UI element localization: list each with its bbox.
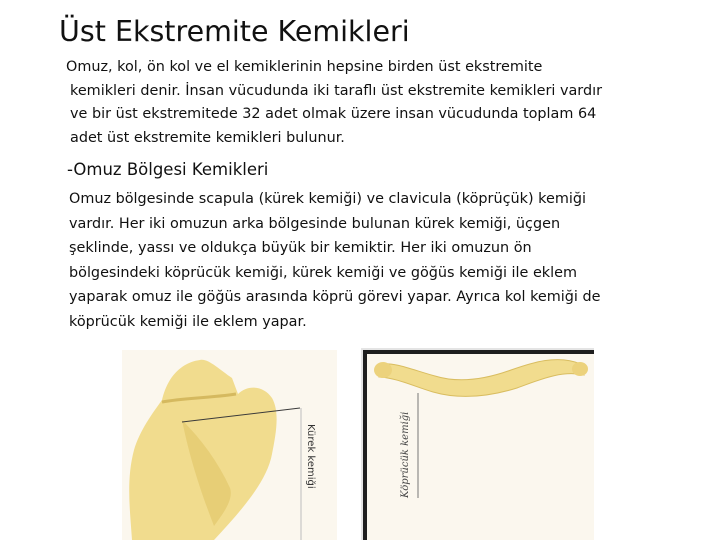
intro-line: Omuz, kol, ön kol ve el kemiklerinin hepsine birden üst ekstremite: [66, 59, 543, 75]
body-line: şeklinde, yassı ve oldukça büyük bir kemiktir. Her iki omuzun ön: [69, 240, 532, 257]
body-line: köprücük kemiği ile eklem yapar.: [69, 313, 307, 330]
intro-line: kemikleri denir. İnsan vücudunda iki taraflı üst ekstremite kemikleri vardır: [70, 82, 603, 99]
clavicle-end-lateral: [572, 362, 588, 376]
intro-line: adet üst ekstremite kemikleri bulunur.: [70, 130, 345, 147]
body-line: yaparak omuz ile göğüs arasında köprü görevi yapar. Ayrıca kol kemiği de: [69, 289, 601, 306]
clavicle-illustration: [361, 348, 594, 540]
scapula-label: Kürek kemiği: [305, 424, 316, 489]
scapula-illustration: [122, 350, 337, 540]
clavicle-label: Köprücük kemiği: [400, 411, 411, 498]
body-line: Omuz bölgesinde scapula (kürek kemiği) ve clavicula (köprüçük) kemiği: [69, 191, 586, 207]
scapula-photo: [122, 350, 337, 540]
clavicle-photo: [361, 348, 594, 540]
body-paragraph: [69, 187, 709, 335]
body-line: bölgesindeki köprücük kemiği, kürek kemiği ve göğüs kemiği ile eklem: [69, 264, 578, 281]
clavicle-end-medial: [374, 362, 392, 378]
intro-paragraph: [66, 56, 706, 151]
section-heading: -Omuz Bölgesi Kemikleri: [67, 160, 269, 179]
intro-line: ve bir üst ekstremitede 32 adet olmak üzere insan vücudunda toplam 64: [70, 106, 597, 123]
body-line: vardır. Her iki omuzun arka bölgesinde bulunan kürek kemiği, üçgen: [69, 215, 561, 232]
slide-title: Üst Ekstremite Kemikleri: [59, 15, 410, 48]
